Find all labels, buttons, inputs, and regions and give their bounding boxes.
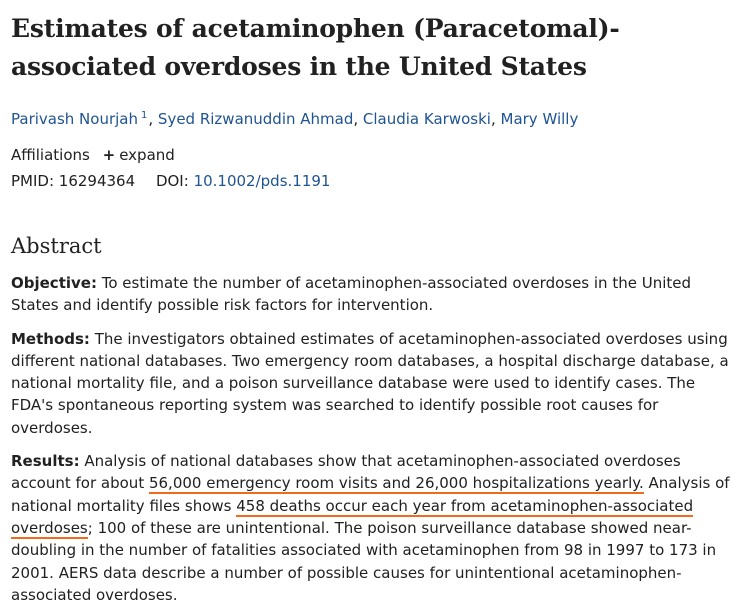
results-text: Analysis of national mortality files shows: [11, 474, 730, 515]
results-label: Results:: [11, 452, 80, 471]
affiliations-expand-button[interactable]: [103, 146, 175, 164]
methods-label: Methods:: [11, 329, 90, 348]
author-link[interactable]: Claudia Karwoski: [362, 110, 491, 128]
affiliations-row: [11, 144, 731, 166]
abstract-objective: [11, 272, 731, 317]
results-highlight-er-visits: 56,000 emergency room visits and 26,000 hospitalizations yearly.: [148, 474, 644, 493]
results-text: Analysis of national databases show that acetaminophen-associated overdoses account for about: [11, 452, 681, 493]
author-link[interactable]: Syed Rizwanuddin Ahmad: [157, 110, 354, 128]
author-list: [11, 105, 731, 130]
author-separator: ,: [490, 110, 501, 128]
article-page: [11, 0, 731, 606]
results-text: ; 100 of these are unintentional. The poison surveillance database showed near-doubling in the number of fatalities associated with acetaminophen from 98 in 1997 to 173 in 2001. AERS data describe a number of possible causes for unintentional acetaminophen-associated overdoses.: [11, 518, 717, 604]
author-separator: ,: [148, 110, 158, 128]
identifiers-row: [11, 170, 731, 192]
objective-text: To estimate the number of acetaminophen-associated overdoses in the United States and identify possible risk factors for intervention.: [11, 274, 691, 315]
pmid-label: PMID:: [11, 172, 55, 190]
author-link[interactable]: Parivash Nourjah: [11, 110, 138, 128]
affiliation-number[interactable]: 1: [141, 110, 148, 121]
results-highlight-deaths: 458 deaths occur each year from acetaminophen-associated overdoses: [11, 496, 694, 537]
expand-label: expand: [119, 146, 175, 164]
methods-text: The investigators obtained estimates of acetaminophen-associated overdoses using different national databases. Two emergency room databases, a hospital discharge database, a national mortality file, and a poison surveillance database were used to identify cases. The FDA's spontaneous reporting system was searched to identify possible root causes for overdoses.: [11, 329, 729, 437]
article-title-line-1: Estimates of acetaminophen (Paracetomal)-: [11, 14, 620, 43]
doi-link[interactable]: 10.1002/pds.1191: [193, 172, 331, 190]
article-title-line-2: associated overdoses in the United States: [11, 52, 587, 81]
author-separator: ,: [353, 110, 363, 128]
article-title: [11, 0, 731, 86]
affiliations-label: Affiliations: [11, 146, 90, 164]
objective-label: Objective:: [11, 274, 97, 292]
abstract-heading: Abstract: [11, 234, 102, 258]
doi-label: DOI:: [155, 172, 189, 190]
abstract-results: [11, 450, 731, 606]
abstract-methods: [11, 328, 731, 439]
plus-icon: +: [102, 146, 116, 164]
pmid-value: 16294364: [58, 172, 136, 190]
author-link[interactable]: Mary Willy: [500, 110, 579, 128]
